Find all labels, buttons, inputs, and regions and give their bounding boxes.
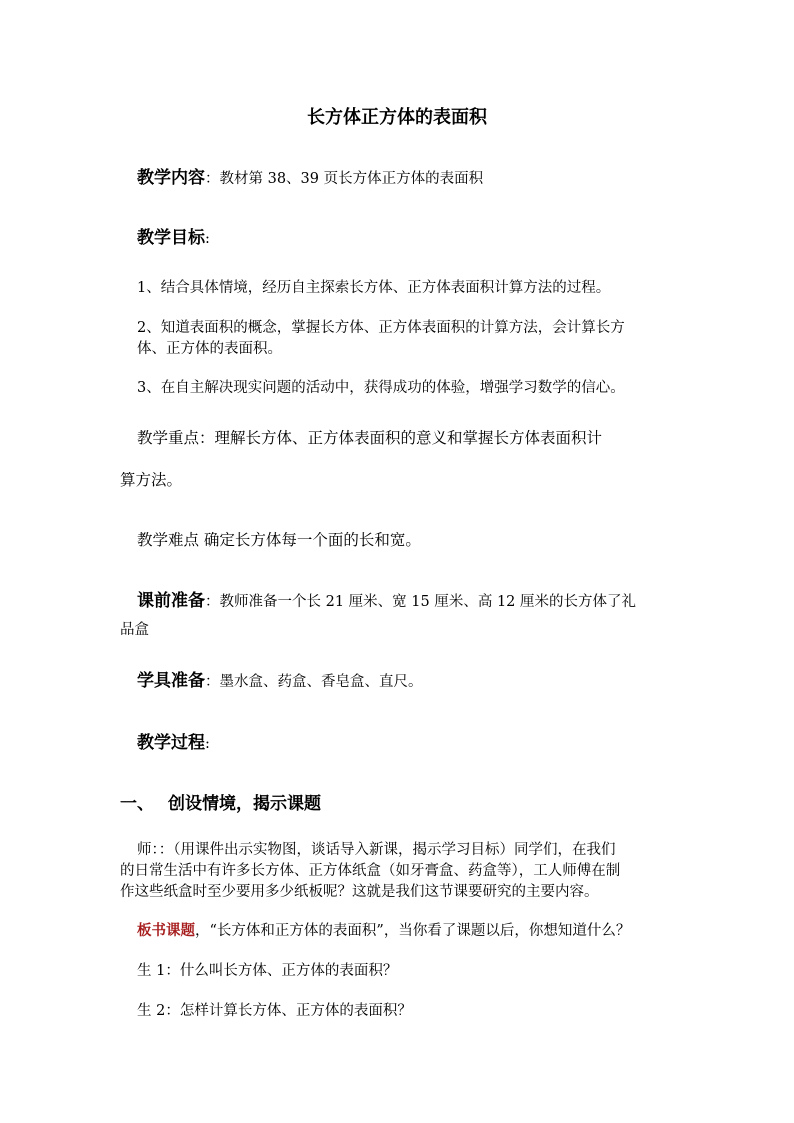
student-2-question: 生 2：怎样计算长方体、正方体的表面积？	[137, 1003, 412, 1019]
teaching-process-colon: :	[205, 736, 210, 752]
lesson-prep-line-1	[137, 591, 636, 612]
teaching-goals-colon: :	[205, 231, 210, 247]
difficulty-point: 教学难点 确定长方体每一个面的长和宽。	[137, 531, 421, 549]
section-1-heading	[120, 792, 321, 816]
goal-1: 1、结合具体情境，经历自主探索长方体、正方体表面积计算方法的过程。	[137, 280, 611, 296]
lesson-prep-label: 课前准备	[137, 591, 205, 611]
lesson-prep-text: ：教师准备一个长 21 厘米、宽 15 厘米、高 12 厘米的长方体了礼	[205, 594, 637, 610]
section-1-title: 创设情境，揭示课题	[168, 794, 321, 814]
student-tools-label: 学具准备	[137, 671, 205, 691]
teacher-line-3: 作这些纸盒时至少要用多少纸板呢？这就是我们这节课要研究的主要内容。	[120, 884, 599, 900]
student-tools	[137, 671, 423, 692]
teaching-content	[137, 168, 483, 189]
goal-2-line-2: 体、正方体的表面积。	[137, 341, 282, 357]
page-title: 长方体正方体的表面积	[307, 107, 487, 128]
student-1-question: 生 1：什么叫长方体、正方体的表面积？	[137, 963, 398, 979]
goal-2-line-1: 2、知道表面积的概念，掌握长方体、正方体表面积的计算方法，会计算长方	[137, 320, 625, 336]
key-point-line-2: 算方法。	[120, 471, 183, 489]
board-title-text: ，“长方体和正方体的表面积”，当你看了课题以后，你想知道什么？	[195, 923, 631, 939]
teaching-content-label: 教学内容	[137, 168, 205, 188]
section-1-number: 一、	[120, 794, 154, 814]
lesson-prep-line-2: 品盒	[120, 622, 149, 638]
teacher-line-1: 师：：（用课件出示实物图，谈话导入新课，揭示学习目标）同学们，在我们	[137, 842, 616, 858]
teaching-goals-label: 教学目标	[137, 228, 205, 248]
teaching-goals-heading	[137, 228, 210, 249]
teaching-content-text: ：教材第 38、39 页长方体正方体的表面积	[205, 171, 484, 187]
teacher-line-2: 的日常生活中有许多长方体、正方体纸盒（如牙膏盒、药盒等），工人师傅在制	[120, 863, 621, 879]
student-tools-text: ：墨水盒、药盒、香皂盒、直尺。	[205, 674, 423, 690]
teaching-process-label: 教学过程	[137, 733, 205, 753]
goal-3: 3、在自主解决现实问题的活动中，获得成功的体验，增强学习数学的信心。	[137, 380, 625, 396]
board-title-label: 板书课题	[137, 922, 195, 939]
teaching-process-heading	[137, 733, 210, 754]
key-point-line-1: 教学重点：理解长方体、正方体表面积的意义和掌握长方体表面积计	[137, 429, 603, 447]
board-title-line	[137, 921, 630, 941]
